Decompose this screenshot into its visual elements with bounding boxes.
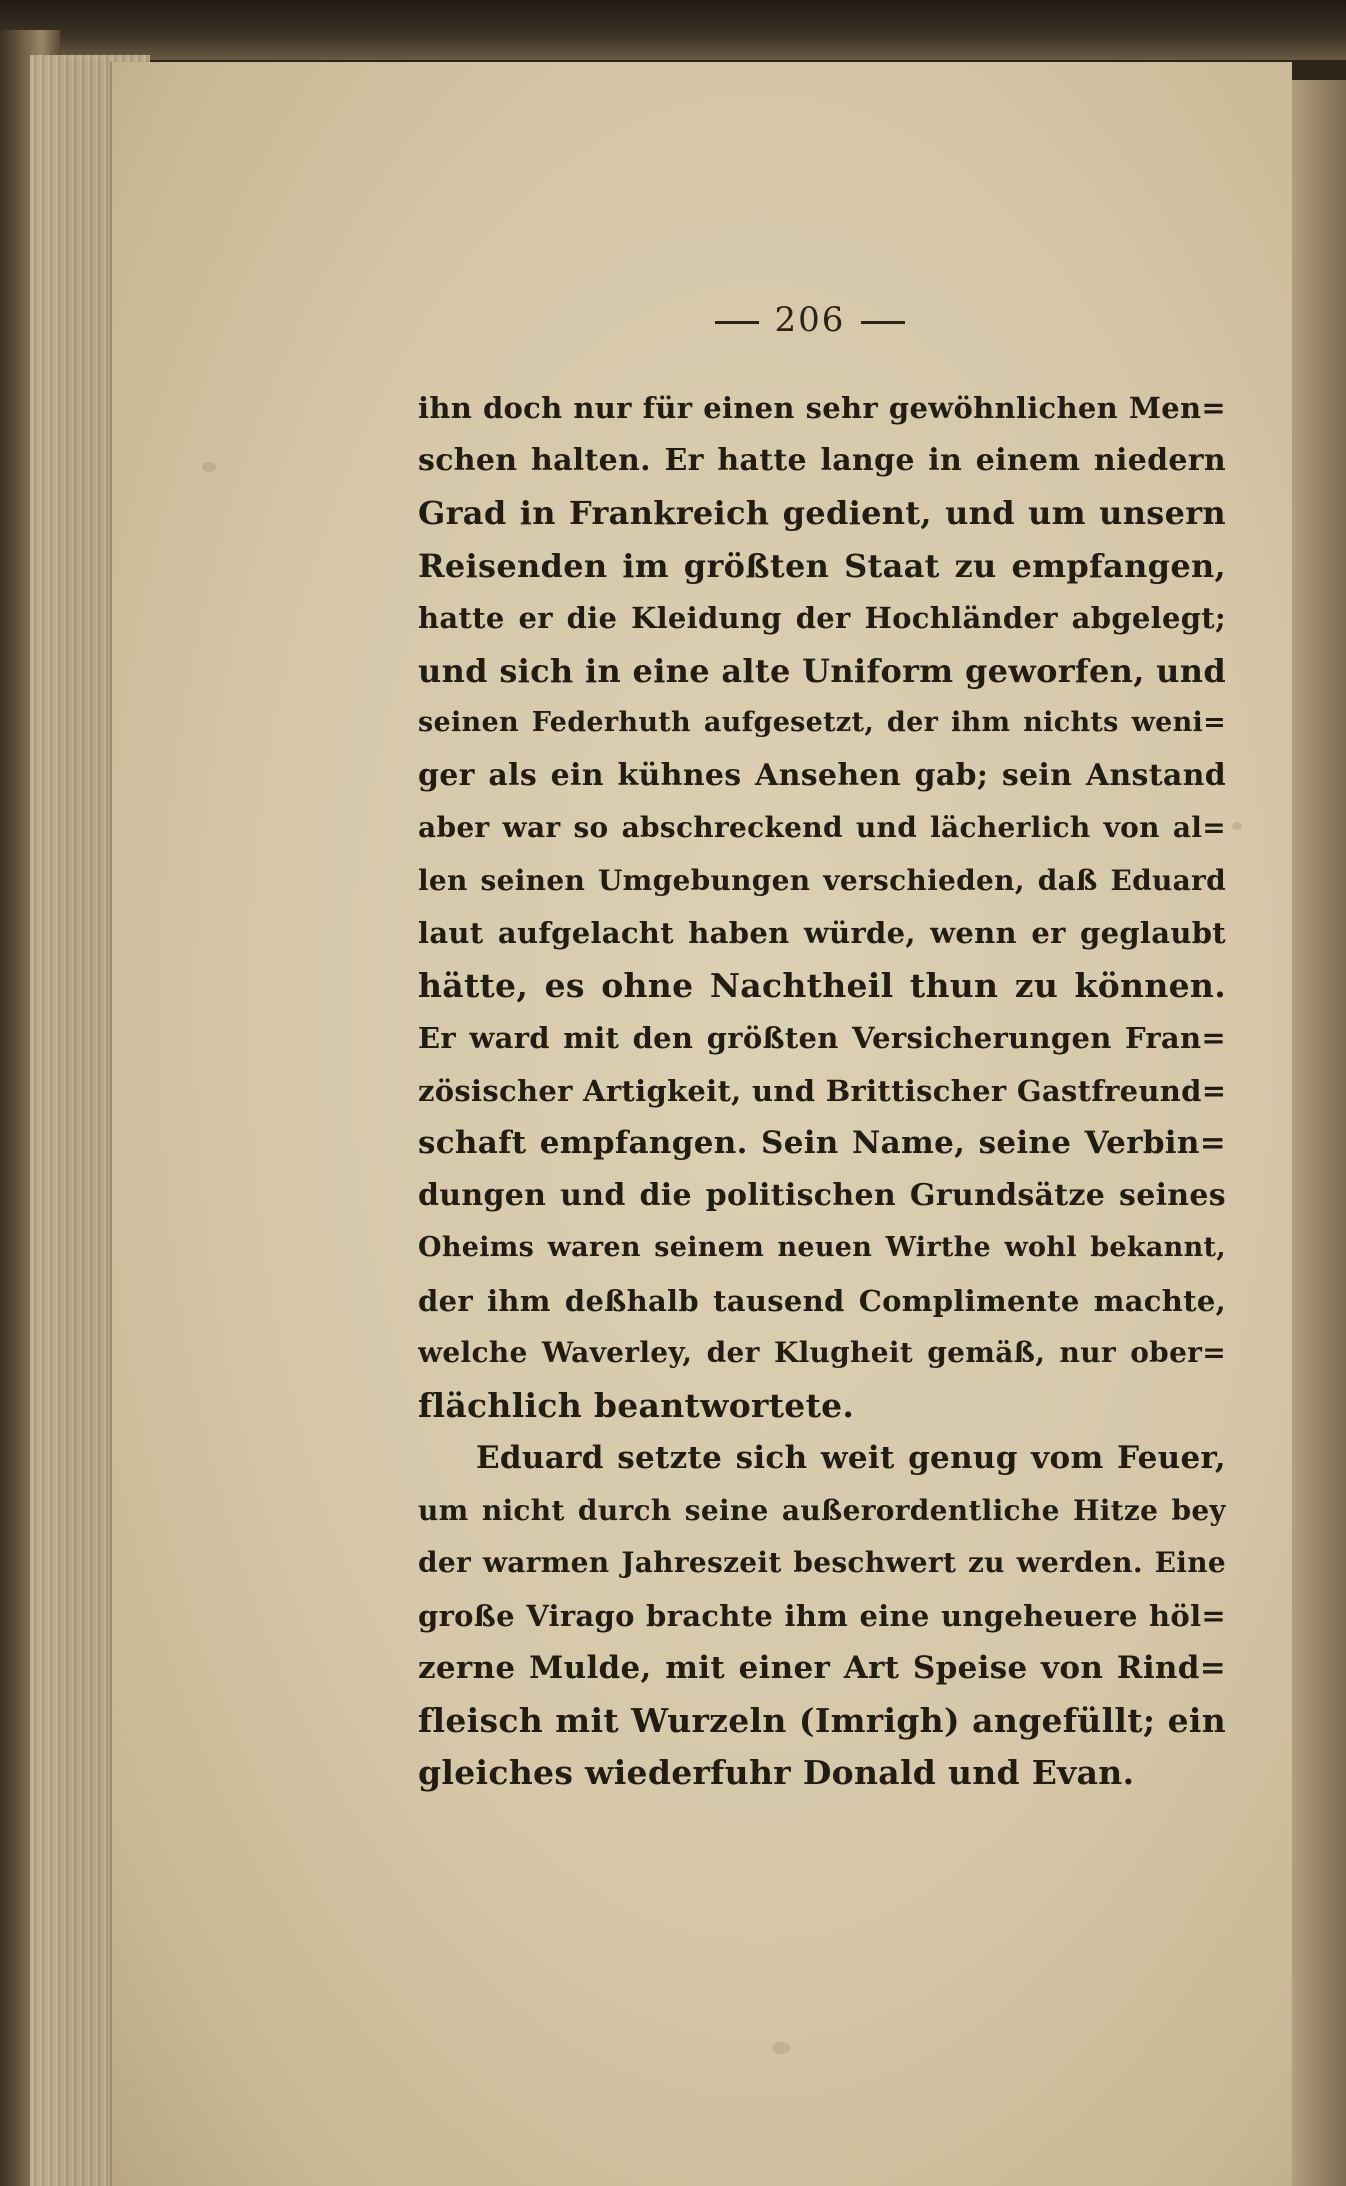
text-line: hatte er die Kleidung der Hochländer abgelegt;	[418, 601, 1226, 635]
text-line: welche Waverley, der Klugheit gemäß, nur ober=	[418, 1336, 1226, 1369]
text-line: und sich in eine alte Uniform geworfen, und	[418, 651, 1226, 690]
page-number-dash-right	[861, 321, 905, 324]
right-page-edge	[1286, 80, 1346, 2186]
text-line: schen halten. Er hatte lange in einem niedern	[418, 442, 1226, 478]
page-number	[680, 300, 940, 340]
text-line: der ihm deßhalb tausend Complimente machte,	[418, 1283, 1226, 1318]
text-line: flächlich beantwortete.	[418, 1385, 855, 1425]
body-text	[418, 382, 1226, 1800]
text-line: laut aufgelacht haben würde, wenn er geglaubt	[418, 916, 1226, 950]
text-line: hätte, es ohne Nachtheil thun zu können.	[418, 965, 1226, 1005]
page-number-value: 206	[774, 300, 846, 340]
text-line: dungen und die politischen Grundsätze seines	[418, 1177, 1226, 1213]
text-line: der warmen Jahreszeit beschwert zu werden. Eine	[418, 1546, 1226, 1579]
text-line: gleiches wiederfuhr Donald und Evan.	[418, 1753, 1135, 1792]
text-line: aber war so abschreckend und lächerlich von al=	[418, 811, 1226, 844]
text-line: ger als ein kühnes Ansehen gab; sein Anstand	[418, 757, 1226, 793]
text-line: schaft empfangen. Sein Name, seine Verbin=	[418, 1125, 1226, 1161]
text-line: um nicht durch seine außerordentliche Hitze bey	[418, 1493, 1226, 1527]
text-line: ihn doch nur für einen sehr gewöhnlichen Men=	[418, 391, 1226, 425]
text-line: Eduard setzte sich weit genug vom Feuer,	[476, 1440, 1226, 1476]
text-line: große Virago brachte ihm eine ungeheuere höl=	[418, 1598, 1226, 1633]
text-line: len seinen Umgebungen verschieden, daß Eduard	[418, 863, 1226, 897]
text-line: zerne Mulde, mit einer Art Speise von Rind=	[418, 1650, 1226, 1686]
text-line: Grad in Frankreich gedient, und um unsern	[418, 494, 1226, 532]
text-line: Er ward mit den größten Versicherungen Fran=	[418, 1021, 1226, 1055]
book-top-shadow	[0, 0, 1346, 60]
text-line: zösischer Artigkeit, und Brittischer Gastfreund=	[418, 1073, 1226, 1108]
text-line: Oheims waren seinem neuen Wirthe wohl bekannt,	[418, 1232, 1226, 1263]
paper-stain	[1232, 822, 1242, 830]
paper-stain	[772, 2042, 790, 2054]
page-number-dash-left	[715, 321, 759, 324]
text-line: Reisenden im größten Staat zu empfangen,	[418, 546, 1226, 585]
paper-stain	[202, 462, 216, 472]
text-line: seinen Federhuth aufgesetzt, der ihm nichts weni=	[418, 707, 1226, 738]
text-line: fleisch mit Wurzeln (Imrigh) angefüllt; ein	[418, 1700, 1226, 1740]
